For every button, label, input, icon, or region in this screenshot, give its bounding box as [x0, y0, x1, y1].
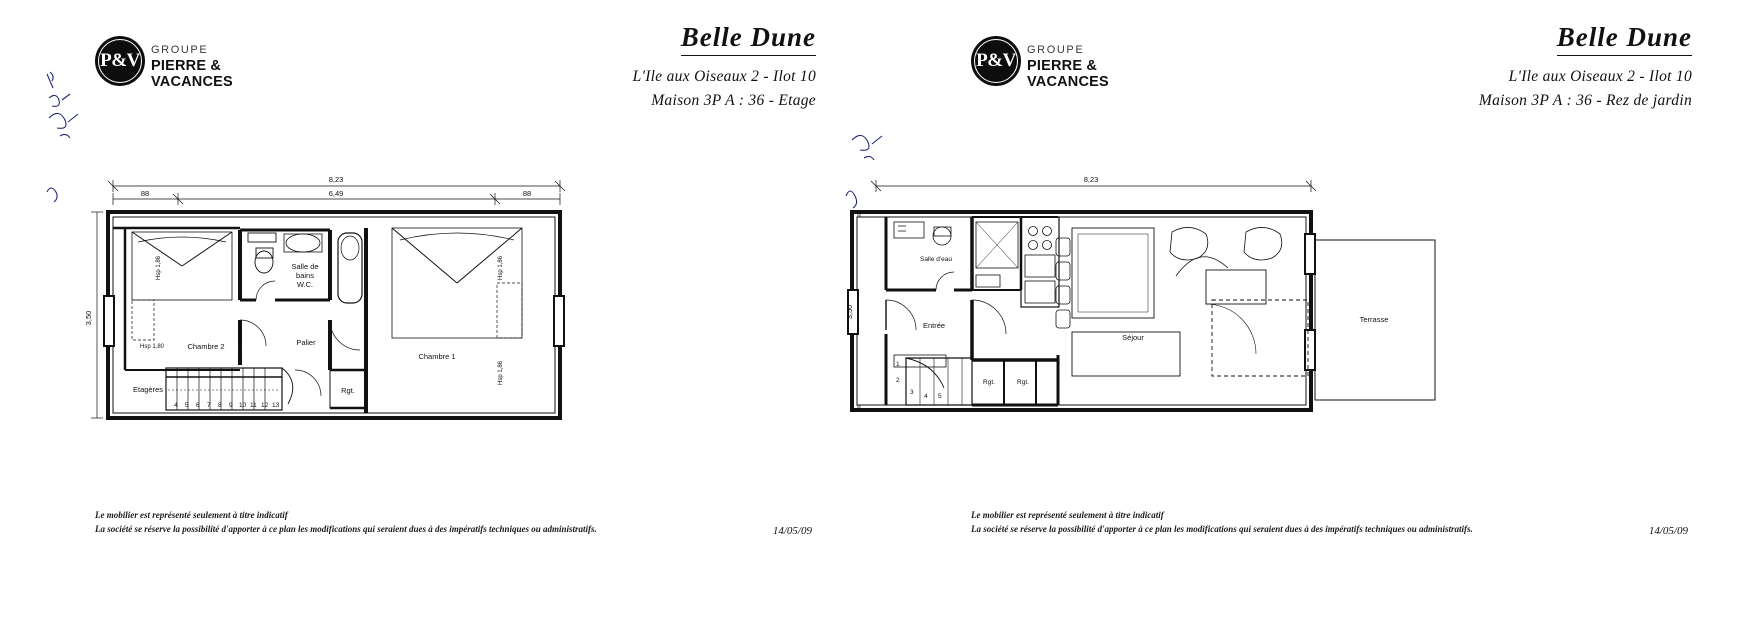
room-label-rgt: Rgt. [341, 386, 355, 395]
svg-text:4: 4 [924, 393, 928, 400]
project-title: Belle Dune [681, 22, 816, 56]
project-subtitle-location-2: L'Ile aux Oiseaux 2 - Ilot 10 [1508, 68, 1692, 85]
svg-text:8: 8 [218, 402, 222, 409]
svg-text:88: 88 [140, 189, 150, 198]
svg-text:9: 9 [229, 402, 233, 409]
svg-text:5: 5 [185, 402, 189, 409]
logo-groupe-label-2: GROUPE [1027, 44, 1085, 56]
footer-line-1: Le mobilier est représenté seulement à titre indicatif [95, 510, 288, 521]
svg-text:13: 13 [272, 402, 280, 409]
svg-text:10: 10 [239, 402, 247, 409]
room-label-chambre-1: Chambre 1 [418, 352, 456, 361]
room-label-salle-de-bains-2: bains [296, 271, 314, 280]
svg-text:Hsp 1,80: Hsp 1,80 [139, 344, 165, 350]
room-label-sejour: Séjour [1122, 333, 1144, 342]
sheet-date-rez: 14/05/09 [1648, 525, 1688, 537]
svg-text:5: 5 [938, 393, 942, 400]
svg-text:3,50: 3,50 [845, 304, 854, 320]
logo-company-name: PIERRE & VACANCES [151, 58, 233, 90]
svg-text:6: 6 [196, 402, 200, 409]
logo-company-name-2: PIERRE & VACANCES [1027, 58, 1109, 90]
room-label-entree: Entrée [922, 321, 946, 330]
room-label-salle-de-bains-1: Salle de [291, 262, 319, 271]
room-label-terrasse: Terrasse [1359, 315, 1389, 324]
svg-text:Hsp 1,86: Hsp 1,86 [156, 255, 162, 281]
svg-text:2: 2 [896, 377, 900, 384]
footer-line-2-2: La société se réserve la possibilité d'apporter à ce plan les modifications qui seraient dues à des impératifs techniques ou administratifs. [971, 524, 1473, 535]
room-label-rgt-2: Rgt. [1017, 379, 1029, 386]
svg-text:7: 7 [207, 402, 211, 409]
sheet-date-etage: 14/05/09 [772, 525, 812, 537]
project-subtitle-unit-2: Maison 3P A : 36 - Rez de jardin [1478, 92, 1692, 109]
pv-logo-mark-2: P&V [971, 36, 1021, 86]
room-label-chambre-2: Chambre 2 [187, 342, 225, 351]
room-label-etageres: Etagères [132, 385, 164, 394]
svg-text:Hsp 1,86: Hsp 1,86 [498, 255, 504, 281]
svg-text:11: 11 [250, 402, 257, 409]
room-label-wc: W.C. [296, 280, 314, 289]
svg-text:4: 4 [174, 402, 178, 409]
svg-text:8,23: 8,23 [328, 175, 344, 184]
project-title-2: Belle Dune [1557, 22, 1692, 56]
plan-sheet-rez-de-jardin [845, 0, 1752, 619]
svg-text:8,23: 8,23 [1083, 175, 1099, 184]
project-subtitle-unit: Maison 3P A : 36 - Etage [651, 92, 816, 109]
room-label-rgt-1: Rgt. [983, 379, 995, 386]
svg-text:12: 12 [261, 402, 269, 409]
svg-text:3,50: 3,50 [84, 310, 93, 326]
room-label-salle-deau-1: Salle d'eau [920, 256, 952, 263]
footer-line-2: La société se réserve la possibilité d'apporter à ce plan les modifications qui seraient dues à des impératifs techniques ou administratifs. [95, 524, 597, 535]
svg-text:88: 88 [522, 189, 532, 198]
logo-groupe-label: GROUPE [151, 44, 209, 56]
pv-logo-mark: P&V [95, 36, 145, 86]
svg-text:6,49: 6,49 [328, 189, 344, 198]
footer-line-1-2: Le mobilier est représenté seulement à titre indicatif [971, 510, 1164, 521]
project-subtitle-location: L'Ile aux Oiseaux 2 - Ilot 10 [632, 68, 816, 85]
svg-text:3: 3 [910, 389, 914, 396]
svg-text:1: 1 [896, 361, 900, 368]
floorplan-drawing-rez-de-jardin [845, 0, 1752, 619]
svg-text:Hsp 1,86: Hsp 1,86 [498, 360, 504, 386]
room-label-palier: Palier [296, 338, 316, 347]
